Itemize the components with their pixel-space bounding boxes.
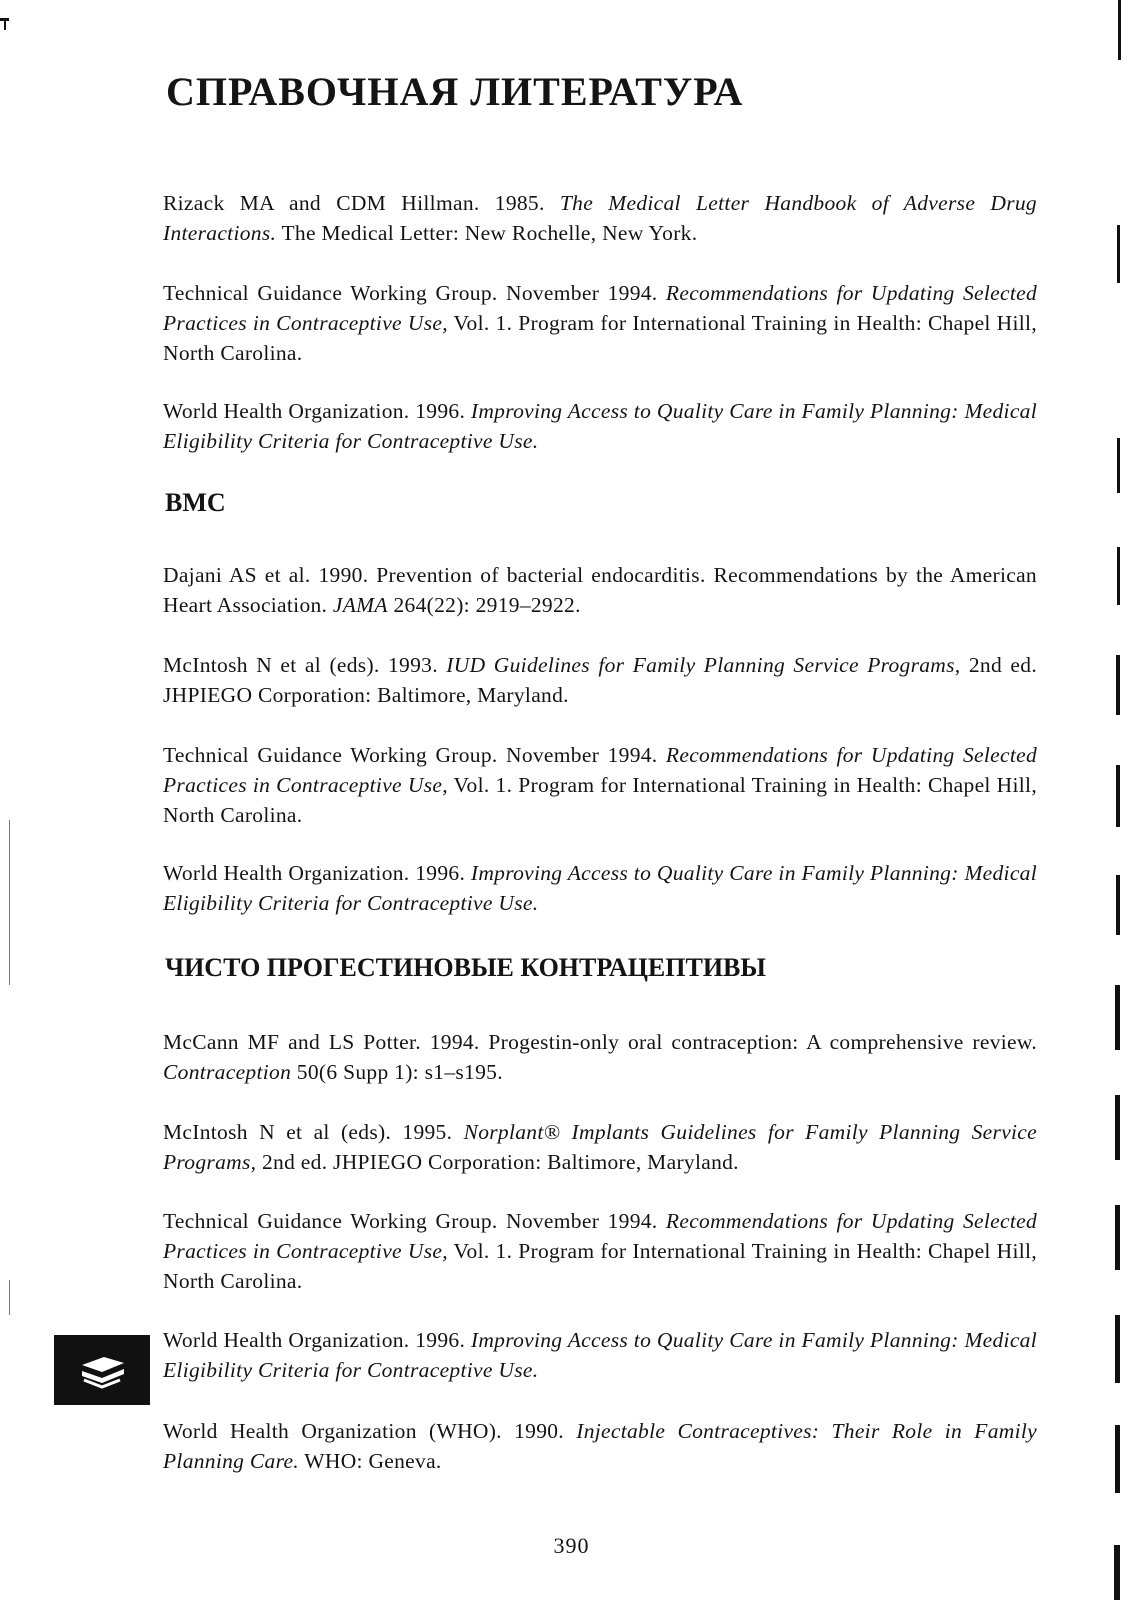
- scan-edge-mark: [1115, 1425, 1120, 1493]
- scan-margin-mark: [9, 1280, 10, 1315]
- scan-edge-mark: [1116, 655, 1120, 715]
- scan-corner-mark: [4, 18, 6, 30]
- scan-edge-mark: [1115, 1205, 1120, 1270]
- scan-margin-mark: [9, 820, 10, 985]
- reference-item: McCann MF and LS Potter. 1994. Progestin-only oral contraception: A comprehensive review. Contraception 50(6 Supp 1): s1–s195.: [163, 1030, 1037, 1084]
- scan-edge-mark: [1118, 0, 1121, 60]
- scan-edge-mark: [1115, 1095, 1120, 1160]
- reference-item: Technical Guidance Working Group. November 1994. Recommendations for Updating Selected Practices in Contraceptive Use, Vol. 1. Program for International Training in Health: Chapel Hill, North Carolina.: [163, 1209, 1037, 1293]
- scan-edge-mark: [1117, 438, 1120, 493]
- reference-item: McIntosh N et al (eds). 1995. Norplant® Implants Guidelines for Family Planning Service Programs, 2nd ed. JHPIEGO Corporation: Baltimore, Maryland.: [163, 1120, 1037, 1174]
- book-icon: [54, 1335, 150, 1405]
- reference-item: Technical Guidance Working Group. November 1994. Recommendations for Updating Selected Practices in Contraceptive Use, Vol. 1. Program for International Training in Health: Chapel Hill, North Carolina.: [163, 281, 1037, 365]
- scan-edge-mark: [1116, 875, 1120, 935]
- scan-edge-mark: [1117, 547, 1120, 605]
- section-heading: ЧИСТО ПРОГЕСТИНОВЫЕ КОНТРАЦЕПТИВЫ: [165, 953, 766, 982]
- reference-item: McIntosh N et al (eds). 1993. IUD Guidelines for Family Planning Service Programs, 2nd ed. JHPIEGO Corporation: Baltimore, Maryland.: [163, 653, 1037, 707]
- reference-item: World Health Organization. 1996. Improving Access to Quality Care in Family Planning: Medical Eligibility Criteria for Contraceptive Use.: [163, 1328, 1037, 1382]
- reference-item: Technical Guidance Working Group. November 1994. Recommendations for Updating Selected Practices in Contraceptive Use, Vol. 1. Program for International Training in Health: Chapel Hill, North Carolina.: [163, 743, 1037, 827]
- reference-item: World Health Organization (WHO). 1990. Injectable Contraceptives: Their Role in Family Planning Care. WHO: Geneva.: [163, 1419, 1037, 1473]
- reference-item: World Health Organization. 1996. Improving Access to Quality Care in Family Planning: Medical Eligibility Criteria for Contraceptive Use.: [163, 861, 1037, 915]
- scan-edge-mark: [1117, 225, 1120, 283]
- reference-item: Rizack MA and CDM Hillman. 1985. The Medical Letter Handbook of Adverse Drug Interactions. The Medical Letter: New Rochelle, New York.: [163, 191, 1037, 245]
- reference-item: World Health Organization. 1996. Improving Access to Quality Care in Family Planning: Medical Eligibility Criteria for Contraceptive Use.: [163, 399, 1037, 453]
- scan-edge-mark: [1115, 1315, 1120, 1383]
- page-number: 390: [553, 1533, 590, 1558]
- reference-item: Dajani AS et al. 1990. Prevention of bacterial endocarditis. Recommendations by the American Heart Association. JAMA 264(22): 2919–2922.: [163, 563, 1037, 617]
- scan-edge-mark: [1116, 765, 1120, 827]
- scan-edge-mark: [1115, 985, 1120, 1050]
- section-heading: ВМС: [165, 488, 226, 517]
- page-title: СПРАВОЧНАЯ ЛИТЕРАТУРА: [166, 69, 744, 114]
